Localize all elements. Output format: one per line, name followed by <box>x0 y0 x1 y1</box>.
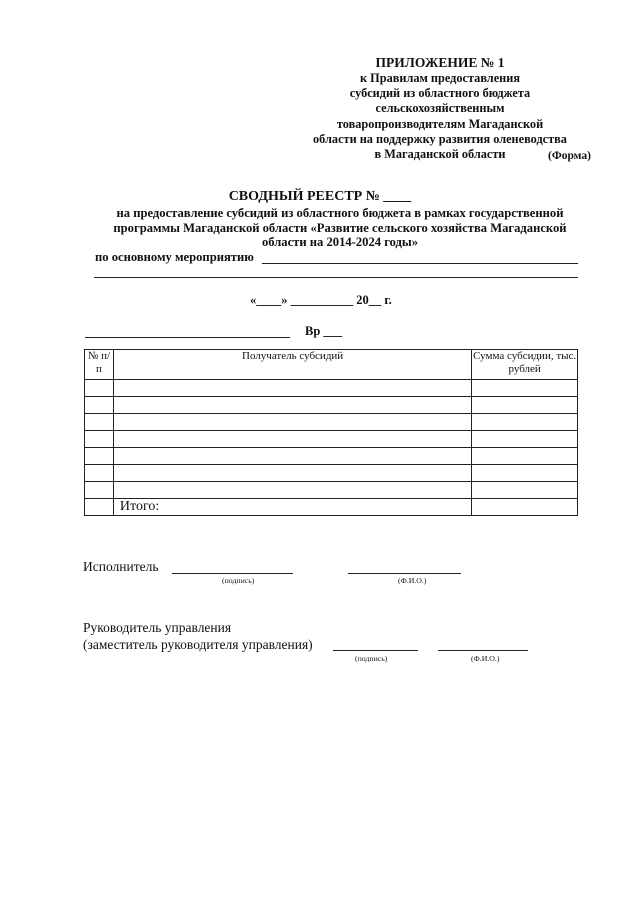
appendix-header <box>290 55 590 162</box>
executor-signature-line[interactable] <box>172 573 293 574</box>
executor-name-caption: (Ф.И.О.) <box>398 576 427 585</box>
registry-title: СВОДНЫЙ РЕЕСТР № ____ <box>228 189 412 204</box>
executor-signature-caption: (подпись) <box>222 576 255 585</box>
vr-label: Вр ___ <box>305 324 343 338</box>
registry-subtitle-line: области на 2014-2024 годы» <box>261 235 419 250</box>
cell-amount[interactable] <box>472 465 578 482</box>
registry-subtitle <box>90 206 590 250</box>
total-number-cell <box>85 499 114 516</box>
appendix-line: субсидий из областного бюджета <box>349 86 531 101</box>
appendix-line: товаропроизводителям Магаданской <box>336 116 544 131</box>
cell-recipient[interactable] <box>113 465 471 482</box>
total-label: Итого: <box>113 499 471 516</box>
cell-amount[interactable] <box>472 482 578 499</box>
cell-number[interactable] <box>85 465 114 482</box>
appendix-title: ПРИЛОЖЕНИЕ № 1 <box>375 55 505 70</box>
registry-subtitle-line: программы Магаданской области «Развитие сельского хозяйства Магаданской <box>113 220 567 235</box>
cell-number[interactable] <box>85 482 114 499</box>
cell-amount[interactable] <box>472 448 578 465</box>
appendix-line: к Правилам предоставления <box>360 71 520 85</box>
table-row <box>85 448 578 465</box>
table-header-row <box>85 350 578 380</box>
cell-number[interactable] <box>85 431 114 448</box>
manager-label-2: (заместитель руководителя управления) <box>83 637 313 652</box>
form-label: (Форма) <box>548 150 592 162</box>
cell-recipient[interactable] <box>113 414 471 431</box>
cell-recipient[interactable] <box>113 448 471 465</box>
cell-recipient[interactable] <box>113 397 471 414</box>
table-row <box>85 431 578 448</box>
manager-signature-line[interactable] <box>333 650 418 651</box>
appendix-line: сельскохозяйственным <box>375 101 505 116</box>
header-number: № п/п <box>85 350 114 380</box>
department-underline[interactable] <box>85 337 290 338</box>
manager-name-line[interactable] <box>438 650 528 651</box>
cell-amount[interactable] <box>472 414 578 431</box>
table-row <box>85 414 578 431</box>
measure-underline-2[interactable] <box>94 277 578 278</box>
total-amount-cell[interactable] <box>472 499 578 516</box>
manager-name-caption: (Ф.И.О.) <box>471 654 500 663</box>
registry-table <box>84 349 578 516</box>
header-recipient: Получатель субсидий <box>113 350 471 380</box>
table-row <box>85 380 578 397</box>
measure-label: по основному мероприятию <box>95 250 254 264</box>
cell-amount[interactable] <box>472 380 578 397</box>
cell-number[interactable] <box>85 414 114 431</box>
manager-signature-caption: (подпись) <box>355 654 388 663</box>
registry-subtitle-line: на предоставление субсидий из областного бюджета в рамках государственной <box>116 206 564 220</box>
table-row <box>85 465 578 482</box>
cell-amount[interactable] <box>472 431 578 448</box>
header-amount: Сумма субсидии, тыс. рублей <box>472 350 578 380</box>
measure-underline[interactable] <box>262 263 578 264</box>
cell-amount[interactable] <box>472 397 578 414</box>
manager-label: Руководитель управления <box>83 620 232 635</box>
cell-number[interactable] <box>85 448 114 465</box>
table-row <box>85 482 578 499</box>
executor-label: Исполнитель <box>83 559 159 574</box>
cell-recipient[interactable] <box>113 431 471 448</box>
cell-number[interactable] <box>85 380 114 397</box>
appendix-line: области на поддержку развития оленеводства <box>313 131 567 146</box>
appendix-line: в Магаданской области <box>374 147 506 162</box>
cell-recipient[interactable] <box>113 380 471 397</box>
cell-number[interactable] <box>85 397 114 414</box>
date-line: «____» __________ 20__ г. <box>250 293 392 307</box>
table-total-row <box>85 499 578 516</box>
executor-name-line[interactable] <box>348 573 461 574</box>
table-row <box>85 397 578 414</box>
cell-recipient[interactable] <box>113 482 471 499</box>
